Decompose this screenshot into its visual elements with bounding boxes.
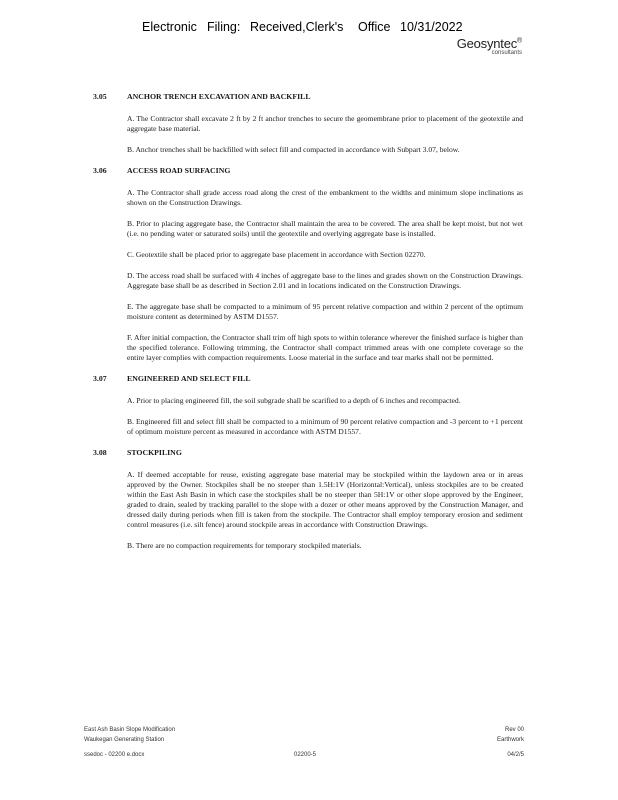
stamp-word-office: Office (358, 20, 391, 34)
paragraph: A. The Contractor shall grade access road along the crest of the embankment to the widths and minimum slope inclinations as shown on the Construction Drawings. (127, 188, 523, 207)
footer-page-number: 02200-5 (294, 752, 317, 758)
section-number: 3.06 (93, 166, 107, 175)
logo-subtitle: consultants (491, 50, 522, 56)
footer-project: East Ash Basin Slope Modification (84, 727, 176, 733)
section (93, 374, 523, 437)
section-heading (93, 448, 523, 458)
logo-name: Geosyntec (456, 36, 518, 51)
footer-filename: ssedoc - 02200 e.docx (84, 752, 145, 758)
paragraph: D. The access road shall be surfaced with 4 inches of aggregate base to the lines and grades shown on the Construction Drawings. Aggregate base shall be as described in Section 2.01 and in locations indicated on the Construction Drawings. (127, 271, 523, 290)
section-title: ENGINEERED AND SELECT FILL (127, 374, 251, 383)
logo-mark: ® (517, 37, 522, 45)
section-heading (93, 374, 523, 384)
section (93, 166, 523, 363)
footer-station: Waukegan Generating Station (84, 737, 165, 743)
paragraph: E. The aggregate base shall be compacted to a minimum of 95 percent relative compaction and within 2 percent of the optimum moisture content as determined by ASTM D1557. (127, 302, 523, 321)
paragraph: A. Prior to placing engineered fill, the soil subgrade shall be scarified to a depth of 6 inches and recompacted. (127, 396, 461, 405)
section-heading (93, 166, 523, 176)
paragraph: A. If deemed acceptable for reuse, existing aggregate base material may be stockpiled within the laydown area or in areas approved by the Owner. Stockpiles shall be no steeper than 1.5H:1V (Horizontal:Vertical), unless stockpiles are to be created within the East Ash Basin in which case the stockpiles shall be no steeper than 5H:1V or other slope approved by the Engineer, graded to drain, sealed by tracking parallel to the slope with a dozer or other means approved by the Construction Manager, and dressed daily during periods when fill is taken from the stockpile. The Contractor shall employ temporary erosion and sediment control measures (i.e. silt fence) around stockpile areas in accordance with Construction Drawings. (127, 470, 523, 529)
section-title: STOCKPILING (127, 448, 182, 457)
paragraph: B. There are no compaction requirements for temporary stockpiled materials. (127, 541, 362, 550)
section-title: ANCHOR TRENCH EXCAVATION AND BACKFILL (127, 92, 311, 101)
footer-revision: Rev 00 (504, 727, 524, 733)
stamp-word-received: Received,Clerk's (250, 20, 344, 34)
stamp-word-electronic: Electronic (142, 20, 197, 34)
stamp-word-filing: Filing: (207, 20, 241, 34)
paragraph: A. The Contractor shall excavate 2 ft by 2 ft anchor trenches to secure the geomembrane prior to placement of the geotextile and aggregate base material. (127, 114, 523, 133)
paragraph: B. Anchor trenches shall be backfilled with select fill and compacted in accordance with Subpart 3.07, below. (127, 145, 460, 154)
section (93, 448, 523, 551)
section-heading (93, 92, 523, 102)
document-body (93, 92, 523, 562)
paragraph: B. Engineered fill and select fill shall be compacted to a minimum of 90 percent relative compaction and -3 percent to +1 percent of optimum moisture percent as measured in accordance with ASTM D1557. (127, 417, 523, 436)
section-number: 3.08 (93, 448, 107, 457)
section-title: ACCESS ROAD SURFACING (127, 166, 231, 175)
paragraph: F. After initial compaction, the Contractor shall trim off high spots to within tolerance wherever the finished surface is higher than the specified tolerance. Following trimming, the Contractor shall compact trimmed areas with one complete coverage so the entire layer complies with compaction requirements. Loose material in the surface and tear marks shall not be permitted. (127, 333, 523, 362)
footer-section-name: Earthwork (496, 737, 524, 743)
section-number: 3.05 (93, 92, 107, 101)
section (93, 92, 523, 155)
stamp-date: 10/31/2022 (400, 20, 463, 34)
company-logo (457, 36, 522, 56)
paragraph: C. Geotextile shall be placed prior to aggregate base placement in accordance with Section 02270. (127, 250, 426, 259)
paragraph: B. Prior to placing aggregate base, the Contractor shall maintain the area to be covered. The area shall be kept moist, but not wet (i.e. no pending water or saturated soils) until the geotextile and overlying aggregate base is installed. (127, 219, 523, 238)
footer-date: 04/2/5 (507, 752, 524, 758)
section-number: 3.07 (93, 374, 107, 383)
